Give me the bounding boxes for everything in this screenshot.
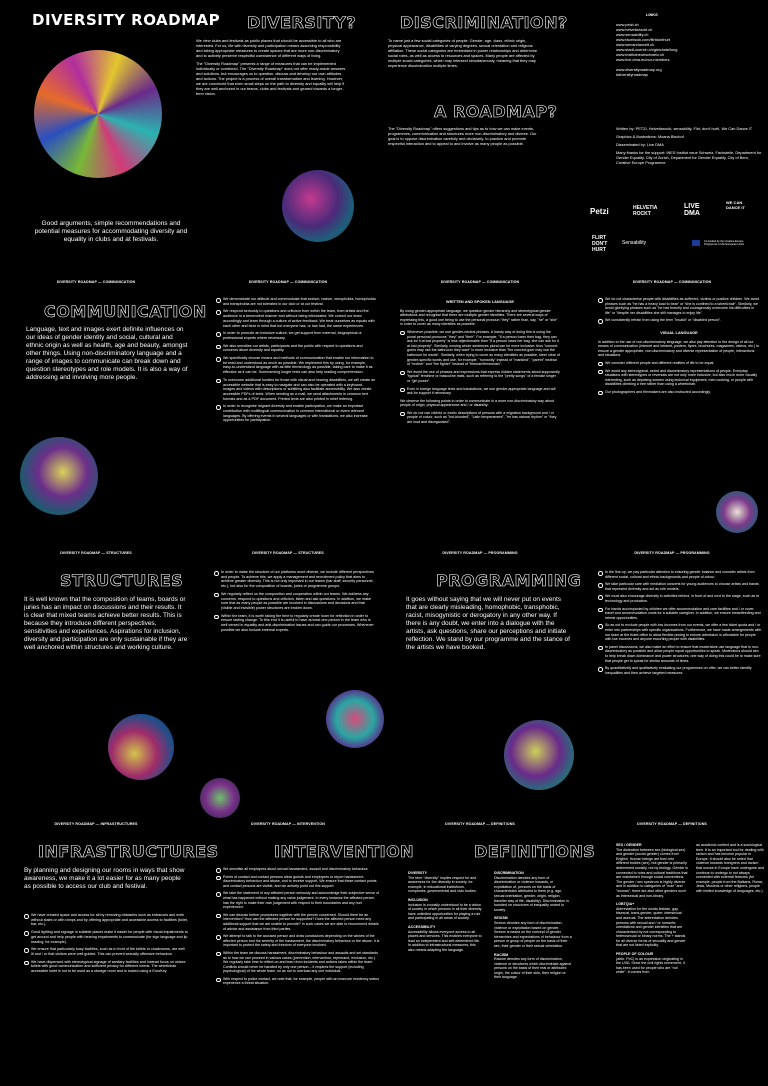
list-item: We avoid any stereotypical, sexist and discriminatory representations of people. Everyday situations with stereotypes or reversals are not only more inclusive, but also much more visually interesting, such as depicting women using technical equipment, men cooking, or people with disabilities climbing a tree rather than using a wheelchair. — [598, 369, 760, 387]
page-cover — [0, 0, 221, 271]
list-item: We respond seriously to questions and criticism from within the team, from artists and the audience in a benevolent manner and without being intimidated. We correct our team accordingly and learn through a culture of active feedback. We treat ourselves as equals with each other and bear in mind that not everyone has, or has had, the same experiences. — [216, 309, 376, 328]
intervention-measures — [216, 867, 380, 989]
we-can-dance-it-logo: WE CAN DANCE IT — [726, 200, 745, 210]
link-item[interactable]: www.stadt-zuerich.ch/gleichstellung — [616, 47, 678, 52]
list-item: In order to promote an inclusive culture, we get support from external, biographical or professional experts where necessary. — [216, 331, 376, 340]
definitions-column-1 — [408, 867, 482, 953]
list-item: Within the team we discuss harassment, discriminatory behaviour and assaults and set standards as to how we can proceed in various cases (prevention, intervention, reprimand, exclusion, etc.). We regularly take time to reflect on and learn from incidents and actions taken within the team. Conflicts should never be handled by only one person – it requires the support (including psychological) of the whole team, so as not to overload any one individual. — [216, 951, 380, 974]
list-item: We take the statement of any affected person seriously and acknowledge their subjective sense of what has happened without making any value judgement. In every instance the affected person has the right to make their own judgement with respect to their boundaries and any hurt experienced. — [216, 891, 380, 909]
list-item: In the line-up, we pay particular attention to ensuring gender balance and consider artists from different social, cultural and ethnic backgrounds and people of colour. — [598, 570, 762, 579]
page-header: DIVERSITY ROADMAP — STRUCTURES — [252, 551, 324, 555]
page-header: DIVERSITY ROADMAP — STRUCTURES — [60, 551, 132, 555]
page-header: DIVERSITY ROADMAP — PROGRAMMING — [442, 551, 518, 555]
list-item: We ensure that particularly busy facilities, such as in front of the toilets or cloakrooms, are well lit and / or that visitors were well guided. This can prevent sexually offensive behaviour. — [24, 947, 188, 956]
infrastructures-text: By planning and designing our rooms in ways that show awareness, we make it a lot easier for as many people as possible to access our club and festival. — [24, 867, 185, 890]
list-item: We can discuss further procedures together with the person concerned. Should there be an intervention? How can the affected person be supported? Does the affected person need any additional support that we are unable to provide? In such cases we are able to recommend details of advice and assistance from third parties. — [216, 913, 380, 931]
diversity-para-2: The "Diversity Roadmap" presents a range of measures that can be implemented individually or combined. The "Diversity Roadmap" does not offer ready-made answers and solutions, but encourages us to question, discuss and develop our own attitudes and actions. The project is a process of overall transformation and learning. However, we are convinced that even small steps on the path to diversity and equality will help if they are well anchored in our teams, clubs and festivals and geared towards a longer-term vision. — [196, 61, 346, 96]
definition-text: Inclusion is crucially understood to be a vision of society in which persons in all their diversity have unlimited opportunities for playing a role and participating in all areas of society. — [408, 902, 482, 921]
page-structures-intro — [0, 542, 192, 813]
page-infrastructures — [0, 813, 219, 1084]
page-credits — [576, 0, 768, 271]
sensability-logo: Sensability — [622, 240, 647, 246]
page-communication-intro — [0, 271, 207, 542]
eu-logo: Co-funded by the Creative Europe Programme of the European Union — [692, 240, 752, 246]
visual-language-text: In addition to the use of non-discriminatory language, we also pay attention to the design of all our means of communication (internet and intranet, posters, flyers, brochures, magazines, videos, etc.) to ensure a gender appropriate, non-discriminatory and diverse representation of people, interactions and situations. — [598, 339, 760, 358]
list-item: We consistently refrain from using the term "invalid" or "disabled person". — [598, 318, 760, 323]
list-item: We regularly reflect on the composition and cooperation within our teams. We address any concerns, respond to questions and criticism, listen and ask questions. In addition, we make sure that as many people as possible are involved in discussions and decisions and that (visible and invisible) power structures are broken down. — [214, 592, 376, 611]
page-discrimination — [384, 0, 576, 271]
page-diversity — [192, 0, 384, 271]
list-item: We also sensitise our artists, participants and the public with respect to questions and concerns about diversity and equality. — [216, 344, 376, 353]
definition-text: The term "diversity" implies respect for and awareness for the diversity in society, for example, in educational institutions, companies, governmental and civic bodies. — [408, 875, 477, 894]
definition-text: The distinction between sex (biological sex) and gender (social gender) comes from English. Human beings are born into different bodies (sex), but gender is primarily determined socially, not by biology. Gender is connected to roles and cultural traditions that are maintained through social conventions. The gender / sex spectrum is highly diverse and in addition to categories of "man" and "woman", there are also other genders such as intersexual and non-binary. — [616, 847, 688, 898]
roadmap-text: The "Diversity Roadmap" offers suggestions and tips as to how we can make events, programmes, communication and structures more non-discriminatory and diverse. Our goal is to oppose discrimination carefully and decisively, to practice and promote respectful interaction and to appeal to and involve as many people as possible. — [388, 126, 537, 146]
infrastructures-title: INFRASTRUCTURES — [38, 842, 219, 861]
definition-term: LGBTQIA+ — [616, 902, 635, 907]
structures-artwork-right — [326, 690, 384, 748]
list-item: We take particular care with mediation concerts for young audiences to choose artists and bands that represent diversity and act as role models. — [598, 582, 762, 591]
link-item[interactable]: www.diversityroadmap.org — [616, 67, 662, 72]
structures-text: It is well known that the composition of teams, boards or juries has an impact on discussions and their results. It is clear that mixed teams achieve better results. This is because they introduce different perspectives, sensitivities and experiences. Aspirations for inclusion, diversity and participation are only sustainable if they are well anchored within structures and working culture. — [24, 596, 188, 651]
page-visual-language — [576, 271, 768, 542]
definition-term: RACISM — [494, 952, 509, 957]
page-header: DIVERSITY ROADMAP — DEFINITIONS — [445, 822, 515, 826]
page-header: DIVERSITY ROADMAP — COMMUNICATION — [632, 280, 712, 284]
list-item: To overcome additional hurdles for those with visual and hearing disabilities, we will create an accessible website that is easy to navigate and can also be operated with a keyboard. Images and videos with descriptions or subtitling also facilitate accessibility. We also create accessible PDFs of texts. When sending an e-mail, we send attachments in common text formats and as a PDF document. Printed texts are also printed in relief lettering. — [216, 378, 376, 402]
cover-title: DIVERSITY ROADMAP — [32, 11, 221, 29]
section-subtitle: WRITTEN AND SPOKEN LANGUAGE — [446, 299, 514, 304]
infrastructures-measures — [24, 913, 188, 977]
list-item: Good lighting and signage in suitable places make it easier for people with visual impairments to get around and help people with hearing impairments to communicate (for sign language and lip reading, for example). — [24, 930, 188, 944]
definition-term: ACCESSIBILITY — [408, 924, 436, 929]
list-item: We demonstrate our attitude and communicate that sexism, racism, xenophobia, homophobia and transphobia are not tolerated in our club or at our festival. — [216, 297, 376, 306]
definition-term: SEX / GENDER — [616, 843, 642, 847]
page-programming-intro — [384, 542, 582, 813]
definitions-title: DEFINITIONS — [474, 842, 596, 861]
definition-text: Abbreviation for the words lesbian, gay, bisexual, trans-gender, queer, intersexual and asexual. The abbreviation denotes persons with sexual and / or romantic orientations and gender identities that are characterised by not corresponding to heterosexual or binary norms. The + stands for all diverse forms of sexuality and gender that are not listed explicitly. — [616, 906, 686, 948]
list-item: With respect to police contact, we note that, for example, people with an insecure residency status experience a threat situation. — [216, 977, 380, 986]
page-header: DIVERSITY ROADMAP — COMMUNICATION — [248, 280, 328, 284]
communication-title: COMMUNICATION — [44, 302, 207, 321]
list-item: In order to make the structure of our platforms more diverse, we include different perspectives and people. To achieve this, we apply a management and recruitment policy that aims to achieve greater diversity. This is not only important in our teams (bar staff, security personnel, etc.), but also for the composition of boards, juries or programme groups. — [214, 570, 376, 589]
definition-text: Racism denotes any form of discrimination, violence or structures which discriminate against persons on the basis of their real or attributed origin, the colour of their skin, their religion or their language. — [494, 957, 572, 980]
list-item: Whenever possible, we use gender-neutral phrases. A handy way of doing this is using the plural personal pronouns "they" and "their". For example, "If a person loses their bag, they can ask for it at lost property" is less objectionable than "If a person loses her bag, she can ask for it at lost property". Similarly, moving whole sentences plural can be more inclusive: thus "concert-goers may use the bathroom they want" is more inclusive than "the concert-goer may use the bathroom he wants". Similarly, when trying to cover as many identities as possible, steer clear of gender-specific words and use, for example, "humanity" instead of "mankind", "parent" instead of "mother" and "fire fighter" instead of "fireman/firewoman". — [400, 330, 560, 367]
list-item: We consider different people and different realities of life to be equal. — [598, 361, 760, 366]
helvetia-rockt-logo: HELVETIA ROCKT — [633, 205, 658, 217]
list-item: We have dispensed with stereotypical signage of sanitary facilities and instead focus on unisex toilets with good communication and sufficient privacy for different needs. The wheelchair accessible toilet is not to be used as a storage room and is locked using a EuroKey. — [24, 960, 188, 974]
petzi-logo: Petzi — [590, 207, 609, 216]
section-subtitle: VISUAL LANGUAGE — [660, 329, 698, 335]
visual-language-artwork — [716, 491, 758, 533]
link-item[interactable]: www.petzi.ch — [616, 22, 639, 27]
list-item: So as not to exclude people with low incomes from our events, we offer a few ticket quota and / or enter into partnerships with specific organisations. Furthermore, we have made arrangements with our team at the ticket office to allow flexible pricing to ensure admission is affordable for people with low incomes and anyone escorting people with disabilities. — [598, 623, 762, 641]
roadmap-title: A ROADMAP? — [434, 102, 558, 121]
page-header: DIVERSITY ROADMAP — COMMUNICATION — [440, 280, 520, 284]
list-item: In panel discussions, we also make an effort to ensure that moderators use language that is non-discriminatory as possible and allow people equal opportunities to speak. Moderators should aim to help break down dominance and power structures; one way of doing this could be to make sure that people get to speak for similar amounts of times. — [598, 645, 762, 663]
cover-tagline: Good arguments, simple recommendations and potential measures for accommodating diversity and equality in clubs and at festivals. — [34, 220, 188, 244]
list-item: We have created space and access for all by removing obstacles such as entrances and exits without stairs or with ramps and by offering appropriate and accessible access to facilities (toilet, bar, etc.). — [24, 913, 188, 927]
definition-text: an academic context and is a sociological term. It is an important tool for dealing with racism and has become popular in Europe. It should also be noted that violence towards foreigners and racism that occurs in Europe have undergone and continue to undergo to not always connected with external features (for example, people from the Balkans, Roma, Jews, Muslims or other religions, people with limited knowledge of languages, etc.). — [696, 843, 764, 893]
mid-text: We observe the following points in order to communicate in a more non-discriminatory way about people of origin, physical appearance and / or disability: — [400, 398, 554, 408]
link-item[interactable]: www.live-dma.eu/our-members — [616, 57, 670, 62]
link-item[interactable]: www.wecandanceit.ch — [616, 42, 655, 47]
definition-text: (abbr. PoC) is an expression originating in the USA. Since the civil rights movement, it has been used for people who are "not white". It comes from — [616, 956, 685, 975]
communication-artwork — [20, 437, 98, 515]
communication-text: Language, text and images exert definite influences on our ideas of gender identity and social, cultural and ethnic origin as well as health, age and beauty, amongst other things. Using non-discriminatory language and a range of images to communicate can break down and question stereotypes and role models. It is also a way of addressing and involving more people. — [26, 326, 188, 381]
credit-line: Graphics & illustrations: Moana Bischof — [616, 134, 684, 139]
page-header: DIVERSITY ROADMAP — INTERVENTION — [251, 822, 325, 826]
link-item[interactable]: www.sensability.ch — [616, 32, 649, 37]
link-item[interactable]: #diversityroadmap — [616, 72, 648, 77]
list-item: We do not use clichéd or exotic descriptions of persons with a migration background and / or people of colour, such as "hot-blooded", "Latin temperament", "he has natural rhythm" or "they are loud and disorganised". — [400, 411, 560, 425]
flirt-dont-hurt-logo: FLIRT DON'T HURT — [592, 235, 608, 253]
list-item: Our photographers and filmmakers are also instructed accordingly. — [598, 390, 760, 395]
list-item: We sensitise all employees about sexual harassment, assault and discriminatory behaviour. — [216, 867, 380, 872]
list-item: By quantitatively and qualitatively evaluating our programmes on offer, we can better identify inequalities and then achieve targeted measures. — [598, 666, 762, 675]
page-header: DIVERSITY ROADMAP — INFRASTRUCTURES — [54, 822, 138, 826]
structures-artwork-large — [108, 714, 174, 780]
communication-measures — [216, 297, 376, 426]
definition-term: SEXISM — [494, 916, 508, 921]
credit-line: Many thanks for the support: INES Institut neue Schweiz, Fachstelle, Department for Gender Equality, City of Zurich, Department for Gender Equality, City of Bern, Creative Europe Programme — [616, 150, 762, 165]
diversity-title: DIVERSITY? — [247, 13, 357, 32]
list-item: We attempt to talk to the accused person and draw conclusions depending on the wishes of the affected person and the severity of the harassment, the discriminatory behaviour or the abuse. It is important to protect the safety and freedom of everyone involved. — [216, 934, 380, 948]
definition-term: INCLUSION — [408, 897, 428, 902]
page-structures-list — [192, 542, 384, 813]
definition-text: Accessibility allows everyone access to all places and services. This enables everyone to lead an independent and self-determined life. In addition to infrastructural measures, this also means adapting the language. — [408, 929, 482, 952]
definition-text: Sexism denotes any form of discrimination, violence or exploitation based on gender. Sexism is based on the concept of gender hierarchies and expectations of behaviour from a person or group of people on the basis of their sex, their gender or their sexual orientation. — [494, 920, 572, 948]
definition-term: PEOPLE OF COLOUR — [616, 952, 654, 957]
cover-artwork — [34, 50, 162, 178]
list-item: We must also encourage diversity in activities behind, in front of and next to the stage, such as in technology and production. — [598, 594, 762, 603]
page-definitions-1 — [384, 813, 596, 1084]
page-definitions-2 — [576, 813, 768, 1084]
links-list — [616, 22, 766, 77]
list-item: We specifically choose means and methods of communication that enable our information to be read and understood as much as possible. We implement this by using, for example, easy-to-understand language with as little terminology as possible, taking care to make it as effective as it can be. Summarising longer texts can also help reading comprehension. — [216, 356, 376, 375]
credit-line: Disseminated by: Live DMA — [616, 142, 664, 147]
definitions-column-3 — [616, 839, 688, 975]
definition-term: DISCRIMINATION — [494, 871, 524, 875]
page-written-language — [384, 271, 576, 542]
programming-artwork — [504, 720, 574, 790]
definitions-column-2 — [494, 867, 572, 980]
list-item: In order to recognise migrant diversity and enable participation, we make an important contribution with multilingual communication in common international or event-relevant languages. By offering events in several languages or with translations, we also increase opportunities for participation. — [216, 404, 376, 423]
diversity-para-1: We view clubs and festivals as public places that should be accessible to all who are interested. For us, life with diversity and participation means assuming responsibility and taking appropriate measures to create spaces that are more non-discriminatory and to actively preserve respectful coexistence of different ways of living. — [196, 38, 342, 58]
list-item: Within the team, it is worth taking the time to regularly create room for reflection in order to ensure lasting change. To this end it is useful to have at least one person in the team who is well versed in equality and anti-discrimination issues and can guide our processes. Whenever possible we also include external experts. — [214, 614, 376, 633]
definition-term: DIVERSITY — [408, 871, 427, 875]
diversity-artwork — [282, 170, 354, 242]
page-header: DIVERSITY ROADMAP — COMMUNICATION — [56, 280, 136, 284]
discrimination-title: DISCRIMINATION? — [400, 13, 568, 32]
credit-line: Written by: PETZI, Helvetiarockt, sensability, Flirt, don't hurt!, We Can Dance iT — [616, 126, 753, 131]
definition-text: Discrimination denotes any form of discrimination or violence towards, or exploitation of, persons on the basis of characteristics attributed to them (e.g. age, sexual orientation, gender, origin, religion, traveller way of life, disability). Discrimination is founded on structures of inequality rooted in society. — [494, 875, 569, 912]
links-header: LINKS — [646, 12, 658, 17]
discrimination-text: To name just a few social categories of people: Gender, age, class, ethnic origin, physical appearance, disabilities of varying degrees, sexual orientation and religious affiliation. These social categories are embedded in power relationships and determine social roles, as well as access to resources and spaces. Many people are affected by multiple social categories, which may intersect simultaneously, meaning that they may experience discrimination multiple times. — [388, 38, 538, 68]
list-item: We avoid the use of phrases and expressions that express hidden statements about supposedly "typical" feminine or masculine traits, such as referring to the "pretty songs" of a female singer or "girl power". — [400, 370, 560, 384]
programming-measures — [598, 570, 762, 678]
programming-text: It goes without saying that we will never put on events that are clearly misleading, homophobic, transphobic, racist, misogynistic or derogatory in any other way. If there is any doubt, we enter into a dialogue with the artists, ask questions, share our perceptions and initiate reflection. We stand by our programme and the stance of the artists we have booked. — [406, 596, 570, 651]
page-header: DIVERSITY ROADMAP — PROGRAMMING — [634, 551, 710, 555]
visual-language-section — [598, 297, 760, 398]
page-programming-list — [576, 542, 768, 813]
intro-text: By using gender-appropriate language, we question gender hierarchy and stereotypical gender attributions and recognise that there are multiple gender identities. There are several ways of expressing this, a good one being to use the personal pronoun "they" rather than, say, "he" or "she" in order to cover as many identities as possible. — [400, 308, 558, 327]
link-item[interactable]: www.helvetiarockt.ch — [616, 27, 653, 32]
structures-title: STRUCTURES — [60, 571, 184, 590]
list-item: Points of contact and contact persons allow guests and employees to report harassment, discriminatory behaviour and abuse, and to receive support. We ensure that these contact points and contact persons are visible, and we actively point out this support. — [216, 875, 380, 889]
list-item: For bands accompanied by children we offer accommodation and care facilities and / or cover travel and accommodation costs for a suitable caregiver. In addition, we ensure breastfeeding and retreat opportunities. — [598, 607, 762, 621]
diversity-text — [196, 38, 346, 99]
list-item: Even in foreign language texts and translations, we use gender-appropriate language and will ask for support if necessary. — [400, 387, 560, 396]
live-dma-logo: LIVE DMA — [684, 203, 700, 217]
page-intervention — [192, 813, 415, 1084]
page-header: DIVERSITY ROADMAP — DEFINITIONS — [637, 822, 707, 826]
written-language-section — [400, 297, 560, 428]
definitions-column-4 — [696, 843, 764, 894]
page-communication-list — [192, 271, 384, 542]
link-item[interactable]: www.facebook.com/flirtdonthurt — [616, 37, 671, 42]
intervention-title: INTERVENTION — [274, 842, 415, 861]
programming-title: PROGRAMMING — [436, 571, 582, 590]
structures-measures — [214, 570, 376, 635]
credits-list — [616, 126, 764, 168]
list-item: We do not characterise people with disabilities as sufferers, victims or positive children. We avoid phrases such as "he has a heavy load to bear" or "she is confined to a wheelchair". Similarly, we avoid glorifying phrases such as "he has bravely and courageously overcome his difficulties in life" or "despite her disabilities she still manages to enjoy life". — [598, 297, 760, 315]
link-item[interactable]: www.institutneueschweiz.ch — [616, 52, 665, 57]
